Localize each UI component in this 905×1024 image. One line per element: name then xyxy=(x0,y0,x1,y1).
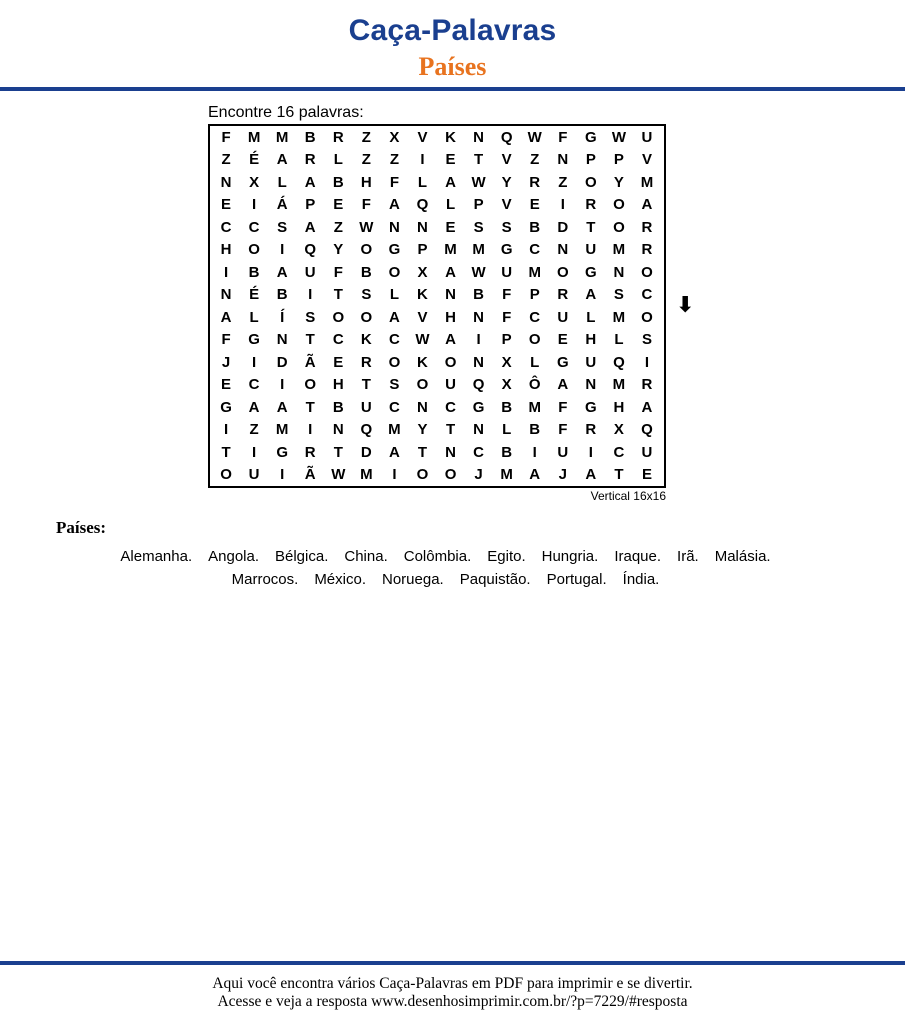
grid-cell: N xyxy=(585,376,597,394)
grid-cell: O xyxy=(388,263,401,281)
grid-cell: Z xyxy=(558,173,568,191)
grid-cell: G xyxy=(585,398,597,416)
grid-cell: C xyxy=(473,443,485,461)
grid-cell: N xyxy=(473,353,485,371)
footer-link-text[interactable]: Acesse e veja a resposta www.desenhosimprimir.com.br/?p=7229/#resposta xyxy=(217,993,688,1010)
grid-cell: L xyxy=(333,151,343,169)
grid-cell: C xyxy=(641,286,653,304)
word-item: Angola. xyxy=(208,548,259,565)
grid-size-label: Vertical 16x16 xyxy=(590,489,666,503)
grid-cell: I xyxy=(644,353,650,371)
grid-cell: F xyxy=(558,128,568,146)
grid-cell: G xyxy=(388,241,401,259)
word-item: Irã. xyxy=(677,548,699,565)
grid-cell: A xyxy=(248,398,260,416)
grid-cell: T xyxy=(474,151,484,169)
grid-cell: I xyxy=(280,376,285,394)
grid-cell: E xyxy=(445,218,456,236)
grid-cell: É xyxy=(249,151,260,169)
grid-cell: O xyxy=(248,241,260,259)
footer-text: Aqui você encontra vários Caça-Palavras em PDF para imprimir e se divertir. xyxy=(212,975,693,992)
grid-cell: Z xyxy=(333,218,343,236)
grid-cell: A xyxy=(276,151,288,169)
grid-cell: I xyxy=(476,331,481,349)
grid-cell: Q xyxy=(500,128,513,146)
grid-cell: R xyxy=(585,196,597,214)
grid-cell: P xyxy=(613,151,624,169)
grid-cell: T xyxy=(305,398,315,416)
grid-cell: B xyxy=(473,286,485,304)
grid-cell: K xyxy=(417,353,428,371)
footer-divider xyxy=(0,961,905,965)
grid-cell: A xyxy=(585,286,597,304)
grid-cell: H xyxy=(613,398,625,416)
grid-cell: R xyxy=(332,128,344,146)
grid-cell: N xyxy=(557,151,569,169)
grid-cell: L xyxy=(502,421,512,439)
grid-cell: M xyxy=(275,421,289,439)
grid-cell: K xyxy=(360,331,372,349)
grid-cell: O xyxy=(220,466,232,484)
word-item: Portugal. xyxy=(546,571,607,588)
grid-cell: B xyxy=(276,286,288,304)
grid-cell: D xyxy=(360,443,372,461)
grid-cell: I xyxy=(223,421,229,439)
grid-cell: L xyxy=(249,308,259,326)
grid-cell: A xyxy=(445,331,456,349)
grid-cell: M xyxy=(275,128,289,146)
grid-cell: M xyxy=(360,466,373,484)
grid-cell: A xyxy=(445,173,456,191)
grid-cell: S xyxy=(389,376,400,394)
grid-cell: E xyxy=(333,353,344,371)
grid-cell: S xyxy=(473,218,484,236)
grid-cell: W xyxy=(471,263,486,281)
grid-cell: L xyxy=(277,173,287,191)
grid-cell: F xyxy=(361,196,371,214)
grid-cell: G xyxy=(276,443,288,461)
grid-cell: U xyxy=(445,376,456,394)
grid-cell: O xyxy=(332,308,345,326)
grid-cell: H xyxy=(360,173,372,191)
word-item: Egito. xyxy=(487,548,526,565)
grid-cell: S xyxy=(641,331,652,349)
grid-cell: I xyxy=(420,151,425,169)
grid-cell: J xyxy=(558,466,567,484)
grid-cell: S xyxy=(277,218,288,236)
grid-cell: E xyxy=(641,466,652,484)
grid-cell: M xyxy=(444,241,457,259)
grid-cell: M xyxy=(500,466,513,484)
grid-cell: O xyxy=(416,466,429,484)
grid-cell: L xyxy=(586,308,596,326)
grid-cell: I xyxy=(252,353,257,371)
down-arrow-icon: ⬇ xyxy=(676,293,695,318)
grid-cell: C xyxy=(388,331,400,349)
grid-cell: C xyxy=(388,398,400,416)
grid-cell: C xyxy=(529,308,541,326)
word-list-line-1 xyxy=(0,548,898,565)
grid-cell: Q xyxy=(304,241,317,259)
word-list-line-2 xyxy=(0,571,898,588)
grid-cell: A xyxy=(641,196,653,214)
grid-cell: V xyxy=(417,308,428,326)
grid-cell: R xyxy=(557,286,569,304)
grid-cell: X xyxy=(249,173,260,191)
grid-cell: T xyxy=(333,443,343,461)
grid-cell: B xyxy=(529,218,541,236)
grid-cell: U xyxy=(641,128,653,146)
puzzle-instruction: Encontre 16 palavras: xyxy=(208,104,364,121)
grid-cell: U xyxy=(360,398,372,416)
grid-cell: B xyxy=(332,398,344,416)
grid-cell: Q xyxy=(472,376,485,394)
grid-cell: B xyxy=(529,421,541,439)
grid-cell: B xyxy=(332,173,344,191)
grid-cell: L xyxy=(614,331,624,349)
grid-cell: A xyxy=(388,443,400,461)
grid-cell: U xyxy=(248,466,260,484)
grid-cell: E xyxy=(529,196,540,214)
grid-cell: H xyxy=(445,308,456,326)
grid-cell: U xyxy=(501,263,513,281)
grid-cell: S xyxy=(305,308,316,326)
grid-cell: U xyxy=(557,308,569,326)
grid-cell: N xyxy=(473,308,485,326)
grid-cell: I xyxy=(252,196,257,214)
grid-cell: J xyxy=(474,466,483,484)
word-item: Malásia. xyxy=(714,548,771,565)
grid-cell: C xyxy=(613,443,625,461)
grid-cell: O xyxy=(556,263,569,281)
grid-cell: A xyxy=(388,196,400,214)
grid-cell: O xyxy=(528,331,541,349)
grid-cell: Z xyxy=(530,151,540,169)
grid-cell: R xyxy=(304,151,316,169)
grid-cell: L xyxy=(417,173,428,191)
grid-cell: P xyxy=(473,196,484,214)
grid-cell: M xyxy=(612,376,626,394)
grid-cell: J xyxy=(221,353,231,371)
grid-cell: T xyxy=(361,376,371,394)
grid-cell: C xyxy=(248,218,260,236)
grid-cell: I xyxy=(308,286,313,304)
grid-cell: S xyxy=(361,286,372,304)
grid-cell: V xyxy=(501,196,512,214)
grid-cell: R xyxy=(529,173,541,191)
grid-cell: T xyxy=(333,286,343,304)
grid-cell: O xyxy=(416,376,429,394)
grid-cell: L xyxy=(389,286,399,304)
grid-cell: V xyxy=(641,151,652,169)
grid-cell: G xyxy=(585,263,597,281)
grid-cell: O xyxy=(641,263,653,281)
grid-cell: H xyxy=(332,376,344,394)
grid-cell: R xyxy=(641,241,653,259)
grid-cell: N xyxy=(613,263,625,281)
grid-cell: A xyxy=(276,398,288,416)
grid-cell: U xyxy=(557,443,569,461)
grid-cell: H xyxy=(220,241,232,259)
word-item: Noruega. xyxy=(382,571,444,588)
grid-cell: Ã xyxy=(304,466,316,484)
grid-cell: A xyxy=(304,173,316,191)
grid-cell: N xyxy=(220,286,232,304)
grid-cell: N xyxy=(417,218,428,236)
grid-cell: K xyxy=(417,286,428,304)
grid-cell: M xyxy=(640,173,654,191)
word-item: Hungria. xyxy=(541,548,599,565)
grid-cell: R xyxy=(304,443,316,461)
grid-cell: D xyxy=(557,218,569,236)
word-item: Bélgica. xyxy=(275,548,329,565)
grid-cell: F xyxy=(502,286,512,304)
grid-cell: F xyxy=(389,173,399,191)
grid-cell: N xyxy=(445,443,456,461)
grid-cell: E xyxy=(333,196,344,214)
page-title: Caça-Palavras xyxy=(348,14,557,47)
grid-cell: M xyxy=(612,241,626,259)
grid-cell: M xyxy=(247,128,261,146)
grid-cell: Y xyxy=(613,173,624,191)
grid-cell: A xyxy=(304,218,316,236)
grid-cell: A xyxy=(585,466,597,484)
grid-cell: A xyxy=(276,263,288,281)
grid-cell: N xyxy=(220,173,232,191)
grid-cell: T xyxy=(586,218,596,236)
grid-cell: M xyxy=(528,263,541,281)
grid-cell: E xyxy=(557,331,568,349)
grid-cell: N xyxy=(388,218,400,236)
grid-cell: Z xyxy=(361,128,371,146)
grid-cell: E xyxy=(445,151,456,169)
grid-cell: V xyxy=(501,151,512,169)
grid-cell: R xyxy=(585,421,597,439)
grid-cell: N xyxy=(332,421,344,439)
grid-cell: G xyxy=(500,241,513,259)
grid-cell: S xyxy=(501,218,512,236)
word-item: China. xyxy=(344,548,388,565)
grid-cell: O xyxy=(585,173,597,191)
grid-cell: X xyxy=(613,421,624,439)
grid-cell: Ã xyxy=(304,353,316,371)
grid-cell: E xyxy=(221,196,232,214)
grid-cell: I xyxy=(392,466,397,484)
grid-cell: E xyxy=(221,376,232,394)
grid-cell: O xyxy=(304,376,317,394)
grid-cell: Í xyxy=(280,308,285,326)
grid-cell: V xyxy=(417,128,428,146)
grid-cell: O xyxy=(360,308,373,326)
grid-cell: P xyxy=(305,196,316,214)
grid-cell: F xyxy=(558,421,568,439)
grid-cell: G xyxy=(472,398,485,416)
grid-cell: T xyxy=(445,421,456,439)
grid-cell: W xyxy=(471,173,486,191)
grid-cell: N xyxy=(445,286,456,304)
grid-cell: Q xyxy=(416,196,429,214)
word-list-title: Países: xyxy=(56,518,107,537)
grid-cell: Q xyxy=(641,421,653,439)
grid-cell: X xyxy=(417,263,428,281)
grid-cell: O xyxy=(444,353,457,371)
grid-cell: R xyxy=(641,218,653,236)
grid-cell: C xyxy=(332,331,344,349)
grid-cell: R xyxy=(360,353,372,371)
grid-cell: Z xyxy=(389,151,399,169)
grid-cell: Z xyxy=(361,151,371,169)
grid-cell: N xyxy=(473,128,485,146)
grid-cell: F xyxy=(502,308,512,326)
grid-cell: W xyxy=(359,218,374,236)
word-item: Colômbia. xyxy=(403,548,472,565)
grid-cell: P xyxy=(417,241,428,259)
grid-cell: T xyxy=(417,443,428,461)
grid-cell: N xyxy=(276,331,288,349)
grid-cell: F xyxy=(558,398,568,416)
grid-cell: A xyxy=(529,466,541,484)
grid-cell: I xyxy=(280,241,285,259)
grid-cell: A xyxy=(220,308,232,326)
grid-cell: M xyxy=(612,308,626,326)
grid-cell: D xyxy=(276,353,288,371)
grid-cell: K xyxy=(445,128,456,146)
grid-cell: Y xyxy=(501,173,512,191)
grid-cell: Z xyxy=(221,151,231,169)
grid-cell: I xyxy=(308,421,313,439)
grid-cell: G xyxy=(556,353,569,371)
grid-cell: M xyxy=(472,241,485,259)
grid-cell: I xyxy=(252,443,257,461)
grid-cell: C xyxy=(445,398,456,416)
grid-cell: U xyxy=(304,263,316,281)
grid-cell: W xyxy=(527,128,542,146)
grid-cell: Q xyxy=(360,421,373,439)
word-search-grid xyxy=(208,124,666,488)
grid-cell: É xyxy=(249,286,260,304)
grid-cell: G xyxy=(220,398,232,416)
grid-cell: T xyxy=(305,331,315,349)
grid-cell: Y xyxy=(333,241,344,259)
grid-cell: I xyxy=(280,466,285,484)
grid-cell: Z xyxy=(249,421,259,439)
grid-cell: N xyxy=(473,421,485,439)
grid-cell: R xyxy=(641,376,653,394)
grid-cell: Y xyxy=(417,421,428,439)
word-item: Alemanha. xyxy=(120,548,193,565)
grid-cell: F xyxy=(221,331,231,349)
grid-cell: O xyxy=(360,241,373,259)
grid-cell: M xyxy=(528,398,541,416)
grid-cell: X xyxy=(501,353,512,371)
grid-cell: S xyxy=(613,286,624,304)
grid-cell: Ô xyxy=(528,376,541,394)
grid-cell: I xyxy=(532,443,537,461)
grid-cell: U xyxy=(585,353,597,371)
grid-cell: L xyxy=(445,196,456,214)
grid-cell: M xyxy=(388,421,401,439)
grid-cell: O xyxy=(613,196,625,214)
grid-cell: X xyxy=(501,376,512,394)
grid-cell: A xyxy=(641,398,653,416)
grid-cell: N xyxy=(417,398,428,416)
grid-cell: X xyxy=(389,128,400,146)
grid-cell: A xyxy=(445,263,456,281)
grid-cell: L xyxy=(530,353,540,371)
grid-cell: B xyxy=(248,263,260,281)
grid-cell: A xyxy=(388,308,400,326)
grid-cell: O xyxy=(388,353,401,371)
grid-cell: Á xyxy=(276,196,288,214)
grid-cell: B xyxy=(304,128,316,146)
grid-cell: W xyxy=(331,466,346,484)
grid-cell: B xyxy=(360,263,372,281)
grid-cell: C xyxy=(248,376,260,394)
grid-cell: N xyxy=(557,241,569,259)
grid-cell: C xyxy=(220,218,232,236)
grid-cell: A xyxy=(557,376,569,394)
grid-cell: H xyxy=(585,331,597,349)
grid-cell: C xyxy=(529,241,541,259)
grid-cell: I xyxy=(223,263,229,281)
grid-cell: P xyxy=(529,286,540,304)
grid-cell: F xyxy=(333,263,343,281)
word-item: México. xyxy=(314,571,366,588)
grid-cell: W xyxy=(415,331,430,349)
grid-cell: P xyxy=(585,151,596,169)
grid-cell: O xyxy=(641,308,653,326)
grid-cell: G xyxy=(585,128,597,146)
grid-cell: I xyxy=(588,443,593,461)
grid-cell: B xyxy=(501,398,513,416)
grid-cell: G xyxy=(248,331,260,349)
grid-cell: W xyxy=(611,128,626,146)
grid-cell: P xyxy=(501,331,512,349)
grid-cell: T xyxy=(221,443,231,461)
header-divider xyxy=(0,87,905,91)
grid-cell: T xyxy=(614,466,624,484)
grid-cell: I xyxy=(560,196,565,214)
word-item: Marrocos. xyxy=(231,571,299,588)
grid-cell: F xyxy=(221,128,231,146)
grid-cell: B xyxy=(501,443,513,461)
grid-cell: U xyxy=(585,241,597,259)
grid-cell: O xyxy=(613,218,625,236)
grid-cell: O xyxy=(444,466,457,484)
word-item: Iraque. xyxy=(614,548,662,565)
grid-cell: Q xyxy=(613,353,625,371)
word-item: Índia. xyxy=(622,571,660,588)
word-item: Paquistão. xyxy=(459,571,531,588)
page-subtitle: Países xyxy=(418,52,487,81)
grid-cell: U xyxy=(641,443,653,461)
